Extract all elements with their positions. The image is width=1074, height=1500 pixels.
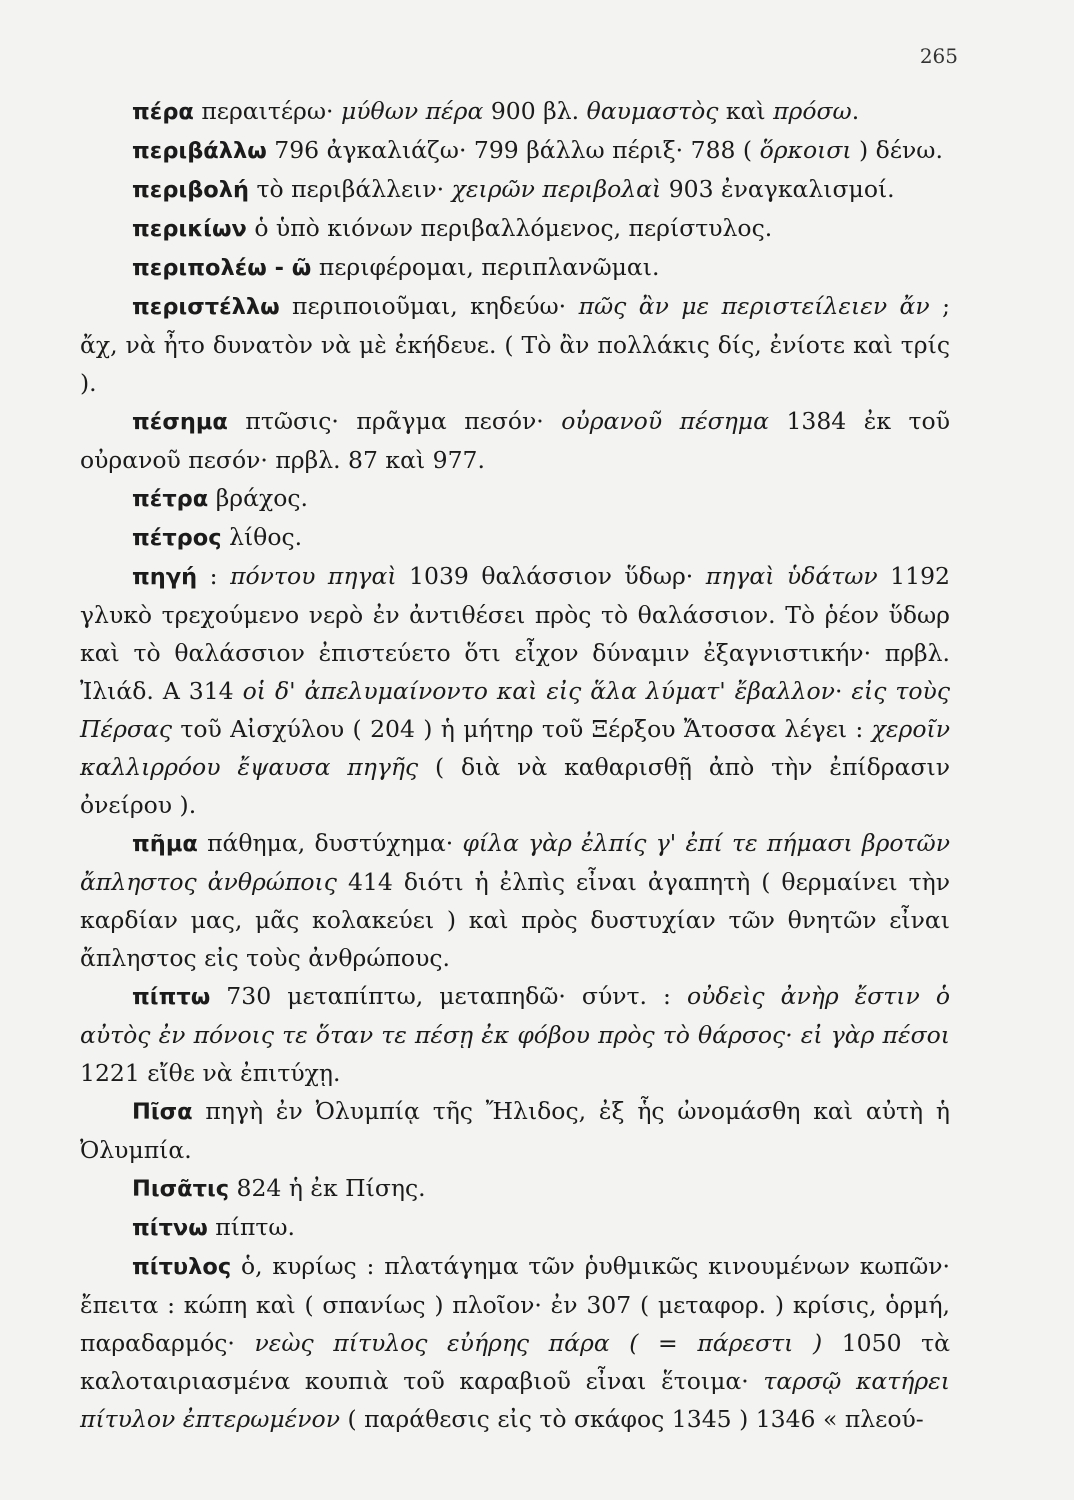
entry-headword: πέτρα xyxy=(132,486,209,512)
entry-text: . xyxy=(851,97,860,125)
entry-text: 1039 θαλάσσιον ὕδωρ· xyxy=(396,562,706,590)
entry-headword: περιστέλλω xyxy=(132,294,280,320)
entry-text: καὶ xyxy=(718,97,774,125)
entry-quote: νεὼς πίτυλος εὐήρης πάρα ( = πάρεστι ) xyxy=(254,1329,823,1357)
dictionary-entry xyxy=(80,1247,950,1438)
entry-quote: πρόσω xyxy=(773,97,852,125)
entry-text: πίπτω. xyxy=(207,1213,296,1241)
entry-text: 900 βλ. xyxy=(483,97,587,125)
dictionary-entries xyxy=(80,92,950,1438)
dictionary-entry xyxy=(80,557,950,824)
dictionary-entry xyxy=(80,1169,950,1208)
entry-text: περαιτέρω· xyxy=(193,97,341,125)
entry-headword: πέσημα xyxy=(132,409,228,435)
entry-headword: πίτυλος xyxy=(132,1254,232,1280)
entry-text: πηγὴ ἐν Ὀλυμπίᾳ τῆς Ἤλιδος, ἐξ ἧς ὠνομάσθη καὶ αὐτὴ ἡ Ὀλυμπία. xyxy=(80,1097,950,1164)
entry-text: 796 ἀγκαλιάζω· 799 βάλλω πέριξ· 788 ( xyxy=(266,136,760,164)
entry-headword: πῆμα xyxy=(132,831,198,857)
entry-headword: περιβολή xyxy=(132,177,250,203)
dictionary-entry xyxy=(80,170,950,209)
entry-quote: πῶς ἂν με περιστείλειεν ἄν xyxy=(578,292,930,320)
entry-headword: περικίων xyxy=(132,216,247,242)
entry-text: ὁ ὑπὸ κιόνων περιβαλλόμενος, περίστυλος. xyxy=(246,214,773,242)
entry-quote: χεροῖν καλλιρρόου ἔψαυσα πηγῆς xyxy=(80,715,950,781)
entry-text: 903 ἐναγκαλισμοί. xyxy=(661,175,895,203)
entry-headword: περιπολέω - ῶ xyxy=(132,255,312,281)
entry-text: ὁ, κυρίως : πλατάγημα τῶν ῥυθμικῶς κινουμένων κωπῶν· ἔπειτα : κώπη καὶ ( σπανίως ) πλοῖον· ἐν 307 ( μεταφορ. ) κρίσις, ὁρμή, παραδαρμός· xyxy=(80,1252,950,1357)
entry-text: · xyxy=(834,677,852,705)
entry-text: ( παράθεσις εἰς τὸ σκάφος 1345 ) 1346 « πλεού- xyxy=(340,1405,924,1433)
entry-text: λίθος. xyxy=(221,523,303,551)
dictionary-entry xyxy=(80,824,950,977)
entry-headword: πίτνω xyxy=(132,1215,208,1241)
dictionary-entry xyxy=(80,1092,950,1169)
entry-headword: πέτρος xyxy=(132,525,222,551)
dictionary-entry xyxy=(80,518,950,557)
entry-quote: πηγαὶ ὑδάτων xyxy=(705,562,878,590)
entry-quote: οὐδεὶς ἀνὴρ ἔστιν ὁ αὐτὸς ἐν πόνοις τε ὅταν τε πέσῃ ἐκ φόβου πρὸς τὸ θάρσος· εἰ γὰρ πέσοι xyxy=(80,982,950,1049)
dictionary-entry xyxy=(80,209,950,248)
entry-text: 1384 ἐκ τοῦ οὐρανοῦ πεσόν· πρβλ. 87 καὶ 977. xyxy=(80,407,950,474)
entry-text: 1221 εἴθε νὰ ἐπιτύχῃ. xyxy=(80,1059,341,1087)
entry-quote: θαυμαστὸς xyxy=(586,97,719,125)
entry-text: 1050 τὰ καλοταιριασμένα κουπιὰ τοῦ καραβιοῦ εἶναι ἕτοιμα· xyxy=(80,1329,950,1395)
entry-headword: Πῖσα xyxy=(132,1099,193,1125)
entry-text: περιποιοῦμαι, κηδεύω· xyxy=(279,292,579,320)
entry-text: τὸ περιβάλλειν· xyxy=(249,175,452,203)
entry-headword: περιβάλλω xyxy=(132,138,267,164)
dictionary-entry xyxy=(80,402,950,479)
entry-quote: μύθων πέρα xyxy=(340,97,484,125)
entry-headword: πέρα xyxy=(132,99,194,125)
entry-quote: πόντου πηγαὶ xyxy=(230,562,397,590)
entry-quote: οἱ δ' ἀπελυμαίνοντο καὶ εἰς ἅλα λύματ' ἔβαλλον xyxy=(242,677,835,705)
dictionary-entry xyxy=(80,131,950,170)
dictionary-entry xyxy=(80,92,950,131)
dictionary-entry xyxy=(80,1208,950,1247)
entry-text: 1192 γλυκὸ τρεχούμενο νερὸ ἐν ἀντιθέσει πρὸς τὸ θαλάσσιον. Τὸ ῥέον ὕδωρ καὶ τὸ θαλάσσιον ἐπιστεύετο ὅτι εἶχον δύναμιν ἐξαγνιστικήν· πρβλ. Ἰλιάδ. Α 314 xyxy=(80,562,950,705)
entry-text: βράχος. xyxy=(208,484,309,512)
dictionary-entry xyxy=(80,287,950,402)
entry-headword: Πισᾶτις xyxy=(132,1176,230,1202)
entry-quote: ταρσῷ κατήρει πίτυλον ἐπτερωμένον xyxy=(80,1367,950,1433)
dictionary-entry xyxy=(80,479,950,518)
entry-text: 730 μεταπίπτω, μεταπηδῶ· σύντ. : xyxy=(210,982,687,1010)
entry-quote: εἰς τοὺς Πέρσας xyxy=(80,677,950,743)
entry-text: : xyxy=(197,562,231,590)
page-number: 265 xyxy=(919,44,958,68)
entry-headword: πηγή xyxy=(132,564,198,590)
entry-text: 414 διότι ἡ ἐλπὶς εἶναι ἀγαπητὴ ( θερμαίνει τὴν καρδίαν μας, μᾶς κολακεύει ) καὶ πρὸς δυστυχίαν τῶν θνητῶν εἶναι ἄπληστος εἰς τοὺς ἀνθρώπους. xyxy=(80,868,950,972)
entry-quote: ὅρκοισι xyxy=(759,136,852,164)
entry-text: ( διὰ νὰ καθαρισθῇ ἀπὸ τὴν ἐπίδρασιν ὀνείρου ). xyxy=(80,753,950,819)
dictionary-entry xyxy=(80,248,950,287)
entry-text: 824 ἡ ἐκ Πίσης. xyxy=(229,1174,426,1202)
entry-text: πτῶσις· πρᾶγμα πεσόν· xyxy=(227,407,562,435)
entry-text: περιφέρομαι, περιπλανῶμαι. xyxy=(311,253,660,281)
entry-headword: πίπτω xyxy=(132,984,211,1010)
entry-text: ; ἄχ, νὰ ἦτο δυνατὸν νὰ μὲ ἐκήδευε. ( Τὸ ἂν πολλάκις δίς, ἐνίοτε καὶ τρίς ). xyxy=(80,292,951,397)
entry-quote: φίλα γὰρ ἐλπίς γ' ἐπί τε πήμασι βροτῶν ἄπληστος ἀνθρώποις xyxy=(80,829,950,896)
entry-text: πάθημα, δυστύχημα· xyxy=(197,829,463,857)
entry-text: τοῦ Αἰσχύλου ( 204 ) ἡ μήτηρ τοῦ Ξέρξου Ἄτοσσα λέγει : xyxy=(172,715,872,743)
entry-quote: χειρῶν περιβολαὶ xyxy=(451,175,662,203)
dictionary-entry xyxy=(80,977,950,1092)
entry-text: ) δένω. xyxy=(851,136,943,164)
entry-quote: οὐρανοῦ πέσημα xyxy=(561,407,769,435)
